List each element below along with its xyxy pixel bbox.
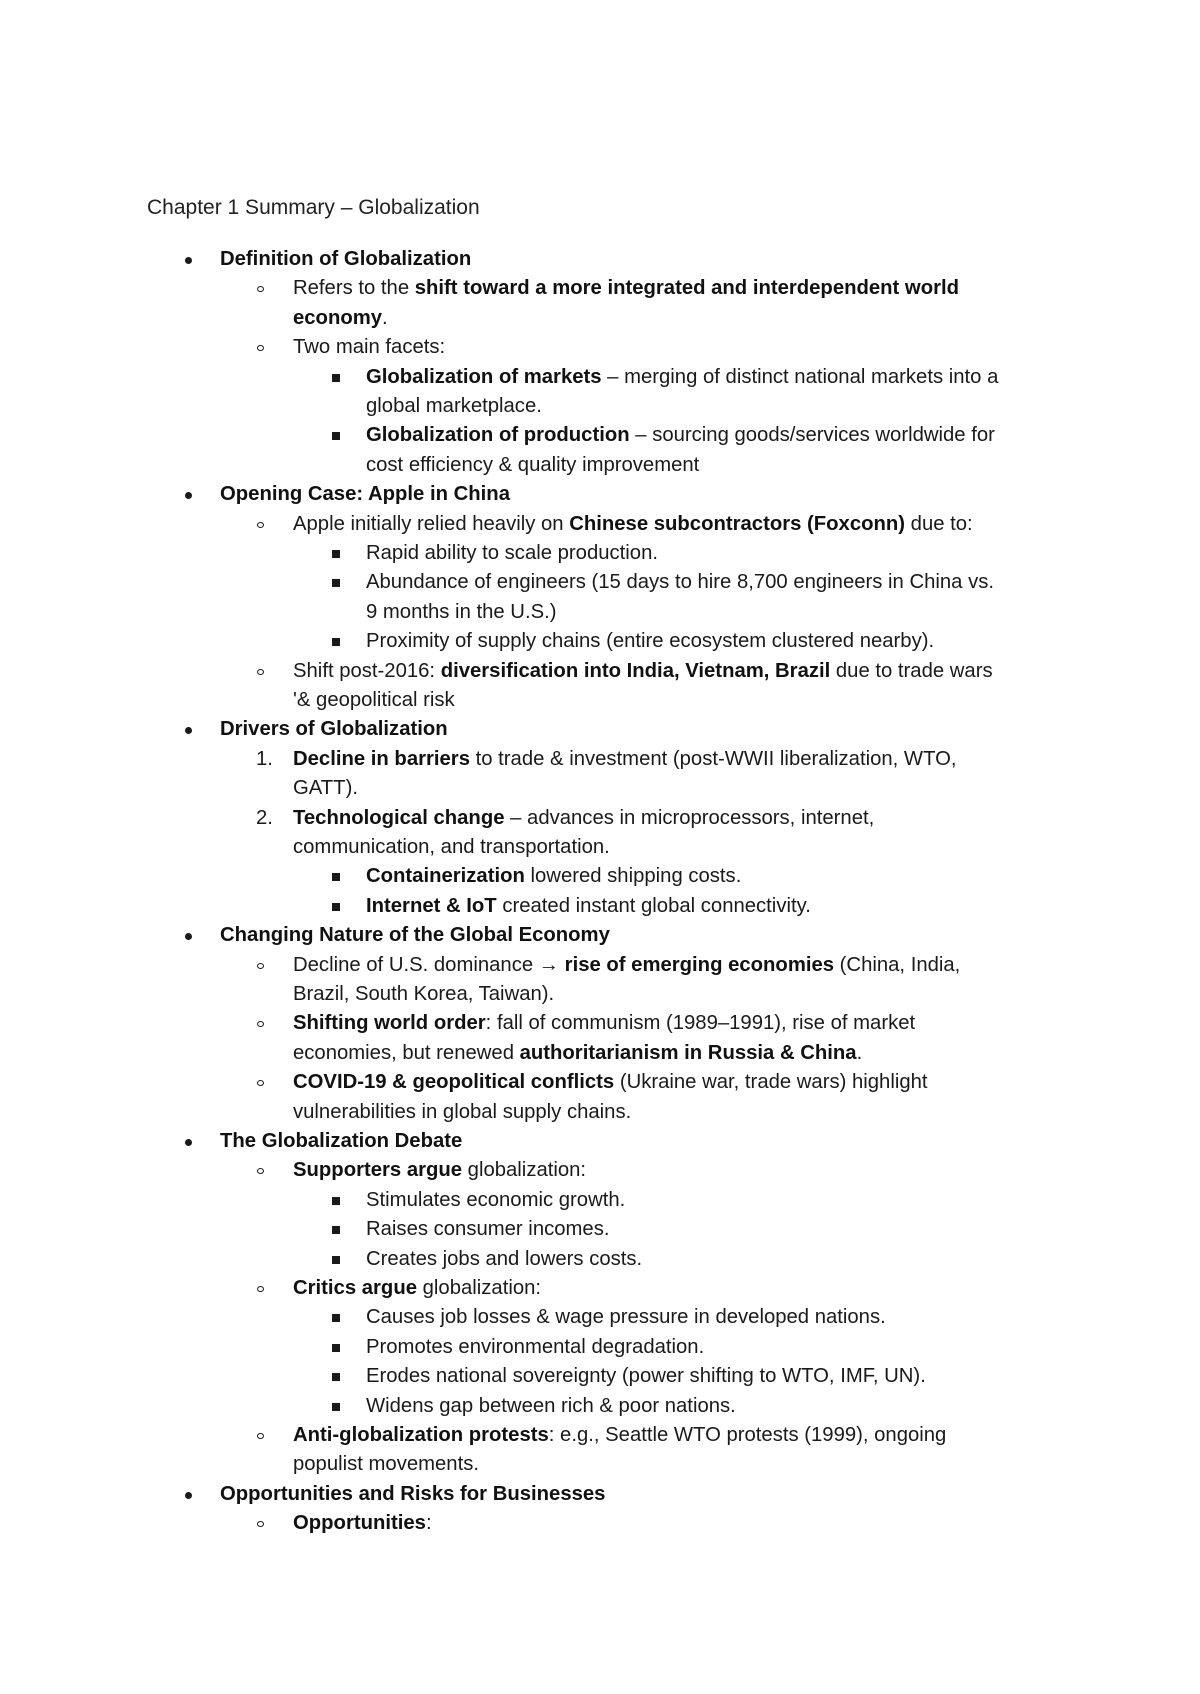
bold-text: COVID-19 & geopolitical conflicts <box>293 1071 615 1094</box>
bold-text: authoritarianism in Russia & China <box>519 1041 857 1064</box>
list-item-text <box>293 774 358 803</box>
bold-text: Decline in barriers <box>293 747 470 770</box>
text: globalization: <box>417 1277 542 1299</box>
bold-text: diversification into India, Vietnam, Brazil <box>440 659 831 682</box>
bold-text: Shifting world order <box>293 1012 486 1035</box>
list-item-text <box>366 598 557 627</box>
text: 9 months in the U.S.) <box>366 600 557 623</box>
text: – advances in microprocessors, internet, <box>504 806 875 829</box>
list-item-text <box>293 980 554 1009</box>
list-item-text <box>220 480 510 509</box>
text: globalization: <box>462 1159 587 1182</box>
list-item-text <box>293 1421 946 1450</box>
text: Creates jobs and lowers costs. <box>366 1247 643 1270</box>
list-item-text <box>293 333 445 362</box>
list-number: 2. <box>256 806 273 829</box>
bold-text: Drivers of Globalization <box>220 718 448 741</box>
list-item-text <box>293 657 993 686</box>
bullet-square-icon <box>332 1256 340 1264</box>
list-item-text <box>293 510 973 539</box>
text: Raises consumer incomes. <box>366 1218 610 1241</box>
text: populist movements. <box>293 1453 479 1476</box>
bullet-square-icon <box>332 579 340 587</box>
bold-text: Opportunities <box>293 1512 426 1535</box>
bold-text: Chinese subcontractors (Foxconn) <box>569 512 906 535</box>
bullet-square-icon <box>332 1344 340 1352</box>
bullet-square-icon <box>332 1403 340 1411</box>
text: Stimulates economic growth. <box>366 1188 626 1211</box>
list-item-text <box>366 1303 886 1332</box>
bullet-square-icon <box>332 550 340 558</box>
text: to trade & investment (post-WWII liberalization, WTO, <box>469 747 957 770</box>
text: : e.g., Seattle WTO protests (1999), ongoing <box>548 1424 947 1446</box>
bullet-circle-icon <box>257 286 264 292</box>
text: . <box>382 306 388 329</box>
bullet-circle-icon <box>257 963 264 969</box>
bullet-circle-icon <box>257 1286 264 1292</box>
list-item-text <box>366 363 998 392</box>
text: Brazil, South Korea, Taiwan). <box>293 982 555 1005</box>
text: Rapid ability to scale production. <box>366 542 658 564</box>
list-item-text <box>293 1039 862 1068</box>
bold-text: Anti-globalization protests <box>293 1424 549 1446</box>
bold-text: Internet & IoT <box>366 894 497 917</box>
text: global marketplace. <box>366 394 542 417</box>
list-item-text <box>366 451 699 480</box>
list-item-text <box>293 1098 631 1127</box>
list-item-text <box>366 1362 926 1391</box>
list-item-text <box>366 539 658 568</box>
text: Refers to the <box>293 277 415 300</box>
list-item-text <box>366 627 934 656</box>
list-item-text <box>366 892 811 921</box>
text: due to trade wars <box>830 659 993 682</box>
bullet-circle-icon <box>257 1168 264 1174</box>
text: due to: <box>905 512 973 535</box>
list-item-text <box>293 951 960 980</box>
text: Shift post-2016: <box>293 659 441 682</box>
text: cost efficiency & quality improvement <box>366 453 700 476</box>
document-title: Chapter 1 Summary – Globalization <box>147 196 480 219</box>
list-item-text <box>293 1156 586 1185</box>
bold-text: Opportunities and Risks for Businesses <box>220 1482 606 1505</box>
bullet-circle-icon <box>257 1521 264 1527</box>
list-item-text <box>220 245 471 274</box>
list-item-text <box>293 304 388 333</box>
bold-text: Opening Case: Apple in China <box>220 483 510 506</box>
bold-text: shift toward a more integrated and interdependent world <box>414 277 960 300</box>
list-item-text <box>366 568 994 597</box>
bold-text: Changing Nature of the Global Economy <box>220 924 610 947</box>
text: Proximity of supply chains (entire ecosystem clustered nearby). <box>366 630 935 653</box>
list-item-text <box>366 1333 704 1362</box>
text: lowered shipping costs. <box>524 865 742 888</box>
list-item-text <box>293 686 455 715</box>
list-item-text <box>220 1127 462 1156</box>
bullet-circle-icon <box>257 345 264 351</box>
bullet-circle-icon <box>257 1080 264 1086</box>
bold-text: economy <box>293 306 383 329</box>
bullet-circle-icon <box>257 1021 264 1027</box>
bullet-circle-icon <box>257 522 264 528</box>
bold-text: The Globalization Debate <box>220 1130 463 1152</box>
bullet-square-icon <box>332 1197 340 1205</box>
list-item-text <box>293 833 610 862</box>
text: vulnerabilities in global supply chains. <box>293 1100 632 1123</box>
bullet-square-icon <box>332 903 340 911</box>
list-item-text <box>366 421 995 450</box>
bullet-square-icon <box>332 1314 340 1322</box>
text: '& geopolitical risk <box>293 688 455 711</box>
list-item-text <box>293 745 957 774</box>
bold-text: Definition of Globalization <box>220 248 472 270</box>
text: Two main facets: <box>293 336 446 359</box>
list-number: 1. <box>256 747 273 770</box>
list-item-text <box>220 1480 605 1509</box>
list-item-text <box>366 392 542 421</box>
list-item-text <box>220 921 610 950</box>
bullet-dot-icon <box>185 933 192 940</box>
text: Decline of U.S. dominance → <box>293 953 565 976</box>
text: Causes job losses & wage pressure in developed nations. <box>366 1306 886 1329</box>
text: communication, and transportation. <box>293 835 610 858</box>
text: – sourcing goods/services worldwide for <box>629 424 995 447</box>
list-item-text <box>293 1274 541 1303</box>
bullet-dot-icon <box>185 1492 192 1499</box>
list-item-text <box>293 1009 915 1038</box>
list-item-text <box>366 1245 642 1274</box>
bullet-dot-icon <box>185 727 192 734</box>
text: Erodes national sovereignty (power shifting to WTO, IMF, UN). <box>366 1365 926 1388</box>
list-item-text <box>366 1186 625 1215</box>
bold-text: rise of emerging economies <box>564 953 835 976</box>
text: : <box>425 1512 432 1535</box>
list-item-text <box>220 715 448 744</box>
bullet-square-icon <box>332 374 340 382</box>
bullet-dot-icon <box>185 1139 192 1146</box>
bullet-dot-icon <box>185 492 192 499</box>
bold-text: Containerization <box>366 865 525 888</box>
list-item-text <box>293 1068 928 1097</box>
list-item-text <box>366 862 741 891</box>
text: Promotes environmental degradation. <box>366 1335 705 1358</box>
list-item-text <box>293 804 874 833</box>
bullet-square-icon <box>332 873 340 881</box>
list-item-text <box>293 1450 479 1479</box>
bullet-square-icon <box>332 1373 340 1381</box>
bullet-square-icon <box>332 1226 340 1234</box>
bullet-square-icon <box>332 638 340 646</box>
text: economies, but renewed <box>293 1041 520 1064</box>
bullet-dot-icon <box>185 257 192 264</box>
bold-text: Globalization of production <box>366 424 630 447</box>
text: Abundance of engineers (15 days to hire 8,700 engineers in China vs. <box>366 571 995 594</box>
text: created instant global connectivity. <box>496 894 811 917</box>
list-item-text <box>293 1509 432 1538</box>
text: (China, India, <box>834 953 961 976</box>
text: GATT). <box>293 777 358 800</box>
bullet-circle-icon <box>257 669 264 675</box>
text: (Ukraine war, trade wars) highlight <box>614 1071 928 1094</box>
bullet-circle-icon <box>257 1433 264 1439</box>
bold-text: Technological change <box>293 806 505 829</box>
list-item-text <box>293 274 959 303</box>
list-item-text <box>366 1215 609 1244</box>
bold-text: Globalization of markets <box>366 365 602 388</box>
bold-text: Critics argue <box>293 1277 417 1299</box>
list-item-text <box>366 1392 736 1421</box>
text: . <box>856 1041 863 1064</box>
text: : fall of communism (1989–1991), rise of market <box>485 1012 916 1035</box>
text: Widens gap between rich & poor nations. <box>366 1394 736 1417</box>
text: Apple initially relied heavily on <box>293 512 570 535</box>
bullet-square-icon <box>332 432 340 440</box>
bold-text: Supporters argue <box>293 1159 463 1182</box>
text: – merging of distinct national markets into a <box>601 365 999 388</box>
